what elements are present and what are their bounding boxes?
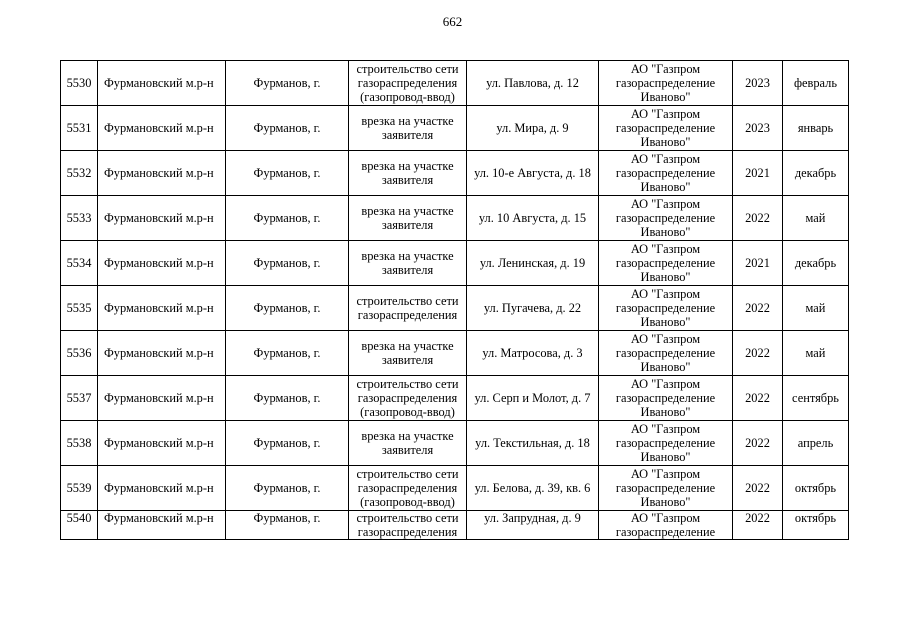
month-cell [783, 331, 849, 376]
year-cell [733, 61, 783, 106]
address-cell-text: ул. 10-е Августа, д. 18 [474, 166, 591, 180]
organization-cell [599, 196, 733, 241]
year-cell-text: 2023 [745, 76, 770, 90]
work-type-cell [349, 331, 467, 376]
district-cell-text: Фурмановский м.р-н [104, 211, 214, 225]
city-cell-text: Фурманов, г. [253, 391, 321, 405]
organization-cell [599, 106, 733, 151]
district-cell-text: Фурмановский м.р-н [104, 346, 214, 360]
month-cell-text: октябрь [794, 481, 837, 495]
city-cell-text: Фурманов, г. [253, 211, 321, 225]
work-type-cell-text: строительство сети газораспределения (газопровод-ввод) [356, 377, 459, 419]
month-cell-text: январь [797, 121, 834, 135]
organization-cell [599, 466, 733, 511]
year-cell-text: 2022 [745, 391, 770, 405]
district-cell-text: Фурмановский м.р-н [104, 301, 214, 315]
address-cell [467, 421, 599, 466]
year-cell [733, 106, 783, 151]
district-cell [98, 106, 226, 151]
row-number-text: 5534 [66, 256, 92, 270]
organization-cell-text: АО "Газпром газораспределение Иваново" [615, 197, 716, 239]
row-number-text: 5530 [66, 76, 92, 90]
city-cell-text: Фурманов, г. [253, 511, 321, 525]
row-number-text: 5532 [66, 166, 92, 180]
year-cell-text: 2022 [745, 211, 770, 225]
address-cell-text: ул. Текстильная, д. 18 [475, 436, 590, 450]
organization-cell-text: АО "Газпром газораспределение Иваново" [615, 332, 716, 374]
city-cell-text: Фурманов, г. [253, 121, 321, 135]
table-row [61, 151, 849, 196]
table-row [61, 421, 849, 466]
work-type-cell-text: строительство сети газораспределения (газопровод-ввод) [356, 467, 459, 509]
work-type-cell-text: врезка на участке заявителя [361, 429, 454, 457]
address-cell [467, 286, 599, 331]
address-cell-text: ул. Серп и Молот, д. 7 [474, 391, 591, 405]
organization-cell-text: АО "Газпром газораспределение Иваново" [615, 242, 716, 284]
row-number [61, 421, 98, 466]
row-number-text: 5537 [66, 391, 92, 405]
address-cell-text: ул. Ленинская, д. 19 [479, 256, 586, 270]
organization-cell [599, 331, 733, 376]
work-type-cell-text: строительство сети газораспределения [356, 294, 459, 322]
year-cell-text: 2022 [745, 301, 770, 315]
row-number-text: 5536 [66, 346, 92, 360]
district-cell [98, 331, 226, 376]
work-type-cell-text: врезка на участке заявителя [361, 249, 454, 277]
work-type-cell [349, 511, 467, 540]
row-number-text: 5538 [66, 436, 92, 450]
organization-cell [599, 241, 733, 286]
address-cell [467, 196, 599, 241]
work-type-cell [349, 286, 467, 331]
address-cell-text: ул. Запрудная, д. 9 [484, 511, 581, 525]
year-cell [733, 421, 783, 466]
month-cell-text: апрель [797, 436, 834, 450]
organization-cell-text: АО "Газпром газораспределение Иваново" [615, 62, 716, 104]
month-cell [783, 241, 849, 286]
year-cell [733, 286, 783, 331]
city-cell-text: Фурманов, г. [253, 481, 321, 495]
city-cell-text: Фурманов, г. [253, 256, 321, 270]
district-cell-text: Фурмановский м.р-н [104, 76, 214, 90]
work-type-cell-text: строительство сети газораспределения (газопровод-ввод) [356, 62, 459, 104]
table-row [61, 286, 849, 331]
month-cell-text: октябрь [794, 511, 837, 525]
work-type-cell-text: врезка на участке заявителя [361, 339, 454, 367]
row-number-text: 5533 [66, 211, 92, 225]
table-row [61, 61, 849, 106]
district-cell-text: Фурмановский м.р-н [104, 256, 214, 270]
city-cell [226, 151, 349, 196]
organization-cell-text: АО "Газпром газораспределение Иваново" [615, 467, 716, 509]
district-cell-text: Фурмановский м.р-н [104, 391, 214, 405]
address-cell-text: ул. Павлова, д. 12 [486, 76, 579, 90]
district-cell [98, 196, 226, 241]
work-type-cell-text: врезка на участке заявителя [361, 159, 454, 187]
table-row [61, 466, 849, 511]
district-cell [98, 286, 226, 331]
row-number [61, 151, 98, 196]
year-cell-text: 2021 [745, 256, 770, 270]
work-type-cell [349, 106, 467, 151]
organization-cell-text: АО "Газпром газораспределение [615, 511, 716, 539]
month-cell-text: декабрь [794, 166, 837, 180]
year-cell-text: 2023 [745, 121, 770, 135]
organization-cell-text: АО "Газпром газораспределение Иваново" [615, 287, 716, 329]
address-cell [467, 466, 599, 511]
month-cell-text: май [805, 211, 826, 225]
district-cell-text: Фурмановский м.р-н [104, 481, 214, 495]
address-cell [467, 511, 599, 540]
year-cell [733, 511, 783, 540]
work-type-cell-text: врезка на участке заявителя [361, 114, 454, 142]
organization-cell [599, 376, 733, 421]
district-cell [98, 466, 226, 511]
year-cell [733, 376, 783, 421]
address-cell [467, 241, 599, 286]
year-cell [733, 196, 783, 241]
address-cell-text: ул. Пугачева, д. 22 [483, 301, 582, 315]
year-cell-text: 2022 [745, 346, 770, 360]
address-cell-text: ул. 10 Августа, д. 15 [478, 211, 587, 225]
organization-cell [599, 511, 733, 540]
table-row [61, 196, 849, 241]
row-number [61, 286, 98, 331]
city-cell [226, 511, 349, 540]
city-cell [226, 241, 349, 286]
month-cell [783, 466, 849, 511]
row-number [61, 376, 98, 421]
city-cell-text: Фурманов, г. [253, 436, 321, 450]
address-cell [467, 106, 599, 151]
row-number [61, 511, 98, 540]
address-cell-text: ул. Матросова, д. 3 [482, 346, 583, 360]
month-cell-text: декабрь [794, 256, 837, 270]
year-cell-text: 2022 [745, 511, 770, 525]
table-row [61, 511, 849, 540]
row-number [61, 61, 98, 106]
city-cell-text: Фурманов, г. [253, 346, 321, 360]
organization-cell-text: АО "Газпром газораспределение Иваново" [615, 377, 716, 419]
work-type-cell [349, 466, 467, 511]
year-cell [733, 241, 783, 286]
city-cell [226, 61, 349, 106]
address-cell [467, 61, 599, 106]
row-number-text: 5539 [66, 481, 92, 495]
district-cell [98, 421, 226, 466]
city-cell-text: Фурманов, г. [253, 166, 321, 180]
district-cell [98, 511, 226, 540]
organization-cell [599, 421, 733, 466]
month-cell [783, 151, 849, 196]
row-number [61, 106, 98, 151]
work-type-cell-text: строительство сети газораспределения [356, 511, 459, 539]
organization-cell-text: АО "Газпром газораспределение Иваново" [615, 107, 716, 149]
city-cell [226, 421, 349, 466]
organization-cell-text: АО "Газпром газораспределение Иваново" [615, 422, 716, 464]
month-cell [783, 376, 849, 421]
district-cell-text: Фурмановский м.р-н [104, 436, 214, 450]
year-cell [733, 466, 783, 511]
month-cell [783, 421, 849, 466]
organization-cell [599, 151, 733, 196]
month-cell [783, 511, 849, 540]
row-number-text: 5540 [66, 511, 92, 525]
table-row [61, 331, 849, 376]
district-cell [98, 61, 226, 106]
organization-cell-text: АО "Газпром газораспределение Иваново" [615, 152, 716, 194]
district-cell [98, 151, 226, 196]
city-cell-text: Фурманов, г. [253, 76, 321, 90]
city-cell [226, 331, 349, 376]
city-cell [226, 466, 349, 511]
row-number [61, 466, 98, 511]
work-type-cell-text: врезка на участке заявителя [361, 204, 454, 232]
district-cell-text: Фурмановский м.р-н [104, 166, 214, 180]
table-row [61, 241, 849, 286]
address-cell-text: ул. Белова, д. 39, кв. 6 [474, 481, 591, 495]
organization-cell [599, 61, 733, 106]
address-cell [467, 376, 599, 421]
month-cell [783, 61, 849, 106]
work-type-cell [349, 196, 467, 241]
district-cell-text: Фурмановский м.р-н [104, 121, 214, 135]
address-cell-text: ул. Мира, д. 9 [496, 121, 569, 135]
city-cell [226, 196, 349, 241]
row-number [61, 241, 98, 286]
address-cell [467, 331, 599, 376]
work-type-cell [349, 376, 467, 421]
row-number-text: 5535 [66, 301, 92, 315]
city-cell-text: Фурманов, г. [253, 301, 321, 315]
page-number: 662 [442, 14, 463, 29]
row-number [61, 196, 98, 241]
year-cell [733, 331, 783, 376]
city-cell [226, 106, 349, 151]
work-type-cell [349, 421, 467, 466]
month-cell-text: февраль [793, 76, 838, 90]
gas-connection-table [60, 60, 849, 540]
month-cell-text: май [805, 346, 826, 360]
month-cell-text: май [805, 301, 826, 315]
work-type-cell [349, 151, 467, 196]
month-cell [783, 106, 849, 151]
row-number [61, 331, 98, 376]
year-cell-text: 2022 [745, 481, 770, 495]
year-cell [733, 151, 783, 196]
table-row [61, 376, 849, 421]
month-cell-text: сентябрь [792, 391, 839, 405]
organization-cell [599, 286, 733, 331]
city-cell [226, 376, 349, 421]
month-cell [783, 196, 849, 241]
year-cell-text: 2021 [745, 166, 770, 180]
work-type-cell [349, 241, 467, 286]
district-cell [98, 376, 226, 421]
year-cell-text: 2022 [745, 436, 770, 450]
row-number-text: 5531 [66, 121, 92, 135]
district-cell-text: Фурмановский м.р-н [104, 511, 214, 525]
city-cell [226, 286, 349, 331]
table-row [61, 106, 849, 151]
district-cell [98, 241, 226, 286]
month-cell [783, 286, 849, 331]
document-sheet [60, 60, 848, 540]
work-type-cell [349, 61, 467, 106]
address-cell [467, 151, 599, 196]
